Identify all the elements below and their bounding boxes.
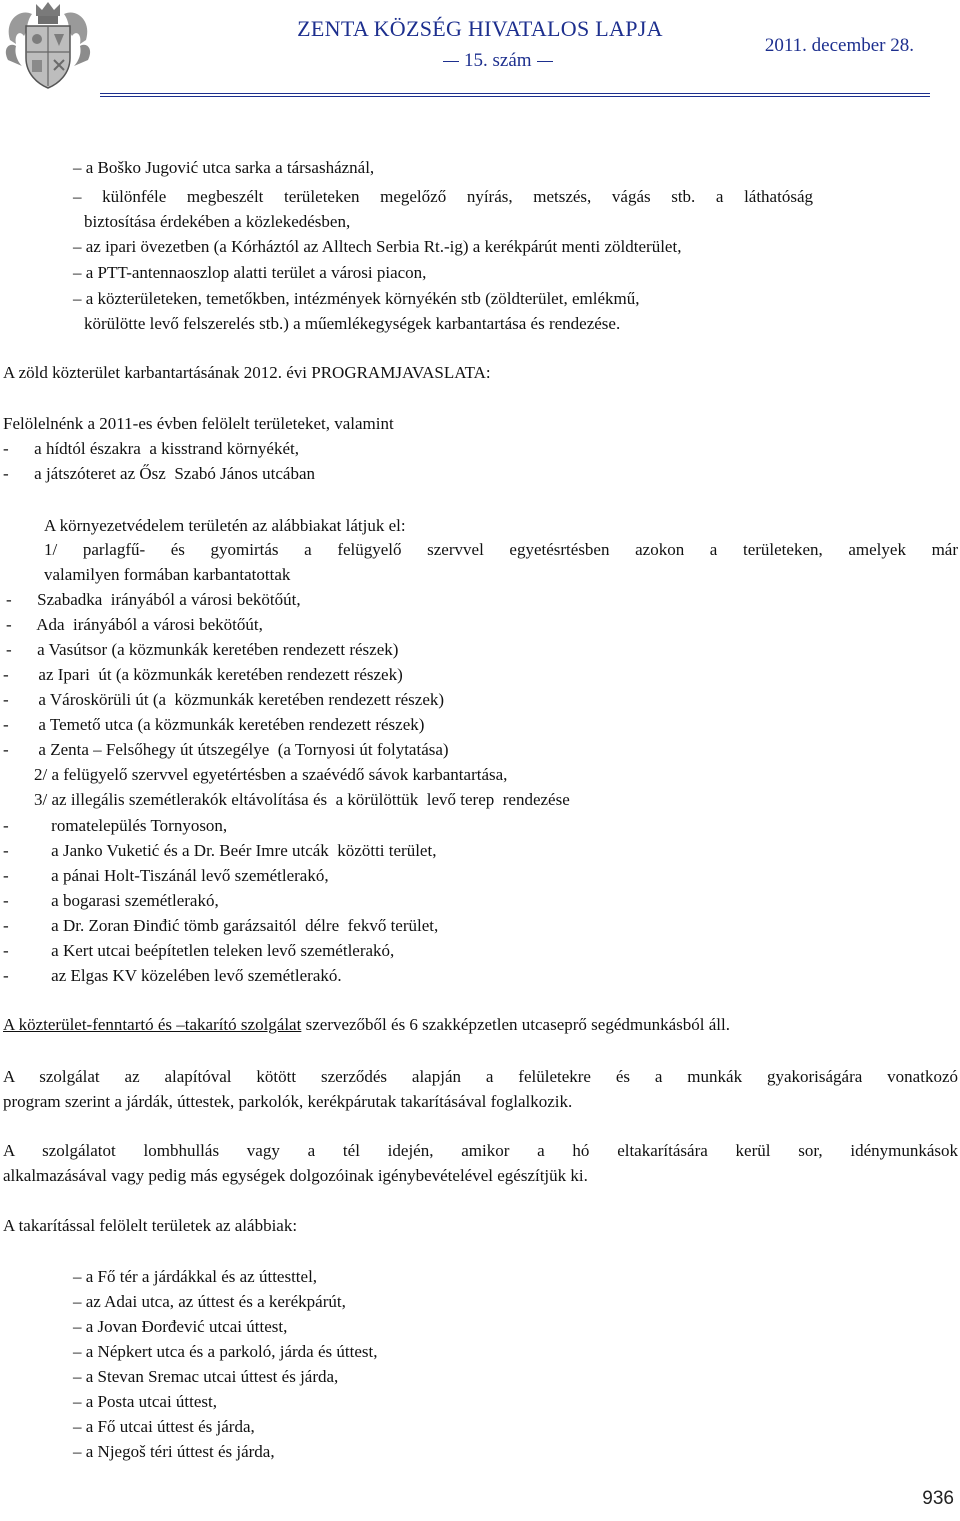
list-item: – különféle megbeszélt területeken megelőző nyírás, metszés, vágás stb. a láthatóság bbox=[73, 187, 813, 206]
list-item: – az Adai utca, az úttest és a kerékpárút, bbox=[73, 1292, 346, 1311]
list-item: – a Boško Jugović utca sarka a társasháznál, bbox=[73, 158, 375, 177]
list-item: - a Zenta – Felsőhegy út útszegélye (a Tornyosi út folytatása) bbox=[3, 740, 449, 759]
list-item: - a Temető utca (a közmunkák keretében rendezett részek) bbox=[3, 715, 425, 734]
list-item: - a hídtól északra a kisstrand környékét, bbox=[3, 439, 299, 458]
publication-title: ZENTA KÖZSÉG HIVATALOS LAPJA bbox=[297, 16, 663, 41]
list-item-continuation: biztosítása érdekében a közlekedésben, bbox=[84, 212, 351, 231]
paragraph: valamilyen formában karbantatottak bbox=[44, 565, 291, 584]
header-rule bbox=[100, 96, 930, 97]
underlined-text: A közterület-fenntartó és –takarító szolgálat bbox=[3, 1015, 302, 1034]
list-item: - Szabadka irányából a városi bekötőút, bbox=[6, 590, 301, 609]
coat-of-arms-icon bbox=[2, 0, 94, 92]
list-item: – a Posta utcai úttest, bbox=[73, 1392, 218, 1411]
paragraph: alkalmazásával vagy pedig más egységek dolgozóinak igénybevételével egészítjük ki. bbox=[3, 1166, 588, 1185]
list-item: - romatelepülés Tornyoson, bbox=[3, 816, 228, 835]
list-item: – a Stevan Sremac utcai úttest és járda, bbox=[73, 1367, 339, 1386]
header-rule bbox=[100, 93, 930, 94]
paragraph: 2/ a felügyelő szervvel egyetértésben a szaévédő sávok karbantartása, bbox=[34, 765, 508, 784]
paragraph: A szolgálat az alapítóval kötött szerződés alapján a felületekre és a munkák gyakoriságára vonatkozó bbox=[3, 1067, 958, 1086]
list-item: - a Janko Vuketić és a Dr. Beér Imre utcák közötti terület, bbox=[3, 841, 437, 860]
section-heading: A zöld közterület karbantartásának 2012. évi PROGRAMJAVASLATA: bbox=[3, 363, 491, 382]
paragraph: Felölelnénk a 2011-es évben felölelt területeket, valamint bbox=[3, 414, 394, 433]
list-item-continuation: körülötte levő felszerelés stb.) a műemlékegységek karbantartása és rendezése. bbox=[84, 314, 621, 333]
issue-number: 15. szám bbox=[438, 50, 558, 72]
paragraph: 3/ az illegális szemétlerakók eltávolítása és a körülöttük levő terep rendezése bbox=[34, 790, 570, 809]
list-item: – a Jovan Đorđević utcai úttest, bbox=[73, 1317, 288, 1336]
list-item: – a közterületeken, temetőkben, intézmények környékén stb (zöldterület, emlékmű, bbox=[73, 289, 640, 308]
paragraph: program szerint a járdák, úttestek, parkolók, kerékpárutak takarításával foglalkozik. bbox=[3, 1092, 573, 1111]
paragraph: A szolgálatot lombhullás vagy a tél idején, amikor a hó eltakarítására kerül sor, idénymunkások bbox=[3, 1141, 958, 1160]
list-item: - a Kert utcai beépítetlen teleken levő szemétlerakó, bbox=[3, 941, 395, 960]
paragraph: A takarítással felölelt területek az alábbiak: bbox=[3, 1216, 298, 1235]
page-header bbox=[0, 0, 960, 100]
list-item: - Ada irányából a városi bekötőút, bbox=[6, 615, 263, 634]
list-item: - a pánai Holt-Tiszánál levő szemétlerakó, bbox=[3, 866, 329, 885]
issue-date: 2011. december 28. bbox=[764, 35, 914, 56]
list-item: - a Dr. Zoran Đinđić tömb garázsaitól délre fekvő terület, bbox=[3, 916, 439, 935]
list-item: - az Ipari út (a közmunkák keretében rendezett részek) bbox=[3, 665, 403, 684]
list-item: - a Vasútsor (a közmunkák keretében rendezett részek) bbox=[6, 640, 399, 659]
paragraph: 1/ parlagfű- és gyomirtás a felügyelő szervvel egyetésrtésben azokon a területeken, amelyek már bbox=[44, 540, 958, 559]
list-item: - az Elgas KV közelében levő szemétlerakó. bbox=[3, 966, 342, 985]
page-number: 936 bbox=[922, 1488, 954, 1509]
list-item: - a bogarasi szemétlerakó, bbox=[3, 891, 219, 910]
list-item: – az ipari övezetben (a Kórháztól az Alltech Serbia Rt.-ig) a kerékpárút menti zöldterület, bbox=[73, 237, 682, 256]
list-item: – a Fő tér a járdákkal és az úttesttel, bbox=[73, 1267, 318, 1286]
list-item: - a Városkörüli út (a közmunkák keretében rendezett részek) bbox=[3, 690, 445, 709]
list-item: – a Fő utcai úttest és járda, bbox=[73, 1417, 255, 1436]
paragraph: A közterület-fenntartó és –takarító szolgálat szervezőből és 6 szakképzetlen utcaseprő segédmunkásból áll. bbox=[3, 1015, 730, 1034]
list-item: – a Népkert utca és a parkoló, járda és úttest, bbox=[73, 1342, 378, 1361]
list-item: – a PTT-antennaoszlop alatti terület a városi piacon, bbox=[73, 263, 427, 282]
paragraph: A környezetvédelem területén az alábbiakat látjuk el: bbox=[44, 516, 406, 535]
list-item: - a játszóteret az Ősz Szabó János utcában bbox=[3, 464, 316, 483]
list-item: – a Njegoš téri úttest és járda, bbox=[73, 1442, 275, 1461]
